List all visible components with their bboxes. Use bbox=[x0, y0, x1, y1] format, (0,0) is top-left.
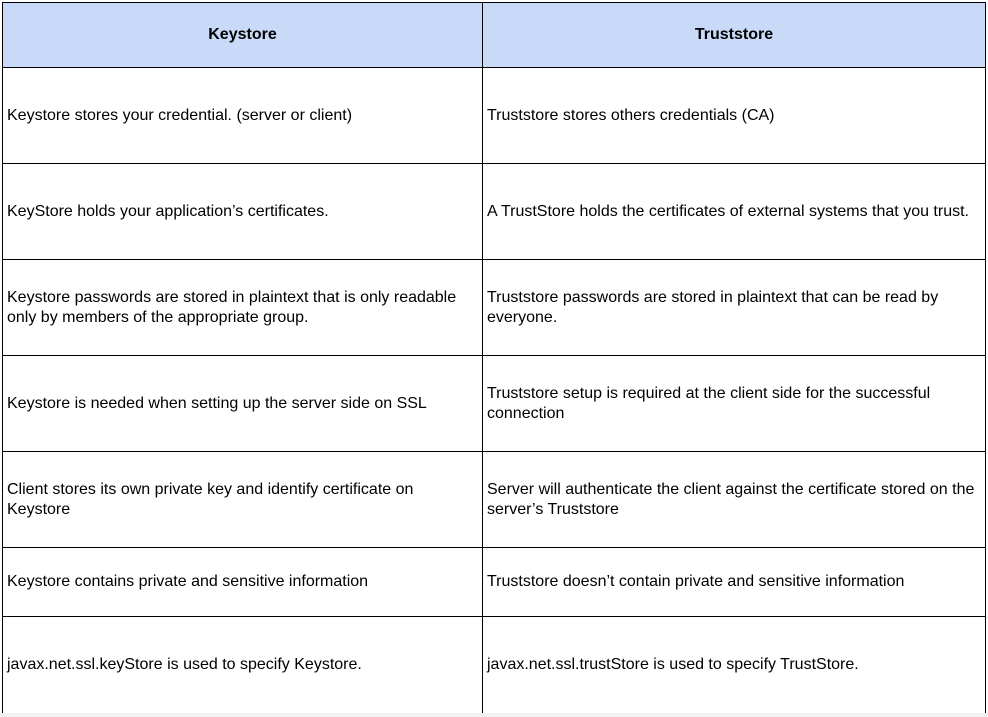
truststore-cell: Truststore setup is required at the client side for the successful connection bbox=[483, 356, 986, 452]
header-truststore: Truststore bbox=[483, 3, 986, 68]
truststore-cell: Server will authenticate the client against the certificate stored on the server’s Truststore bbox=[483, 452, 986, 548]
header-keystore: Keystore bbox=[3, 3, 483, 68]
table-row bbox=[3, 68, 986, 164]
keystore-cell: Keystore contains private and sensitive information bbox=[3, 548, 483, 617]
bottom-strip bbox=[0, 713, 988, 717]
table-row bbox=[3, 260, 986, 356]
keystore-cell: Client stores its own private key and identify certificate on Keystore bbox=[3, 452, 483, 548]
comparison-table bbox=[2, 2, 986, 714]
truststore-cell: Truststore stores others credentials (CA) bbox=[483, 68, 986, 164]
truststore-cell: Truststore doesn’t contain private and sensitive information bbox=[483, 548, 986, 617]
table-row bbox=[3, 548, 986, 617]
keystore-cell: KeyStore holds your application’s certificates. bbox=[3, 164, 483, 260]
truststore-cell: A TrustStore holds the certificates of external systems that you trust. bbox=[483, 164, 986, 260]
header-row bbox=[3, 3, 986, 68]
truststore-cell: javax.net.ssl.trustStore is used to specify TrustStore. bbox=[483, 617, 986, 714]
table-row bbox=[3, 452, 986, 548]
keystore-cell: Keystore passwords are stored in plaintext that is only readable only by members of the appropriate group. bbox=[3, 260, 483, 356]
keystore-cell: Keystore stores your credential. (server or client) bbox=[3, 68, 483, 164]
table-row bbox=[3, 617, 986, 714]
table-row bbox=[3, 164, 986, 260]
truststore-cell: Truststore passwords are stored in plaintext that can be read by everyone. bbox=[483, 260, 986, 356]
keystore-cell: Keystore is needed when setting up the server side on SSL bbox=[3, 356, 483, 452]
table-row bbox=[3, 356, 986, 452]
keystore-cell: javax.net.ssl.keyStore is used to specify Keystore. bbox=[3, 617, 483, 714]
